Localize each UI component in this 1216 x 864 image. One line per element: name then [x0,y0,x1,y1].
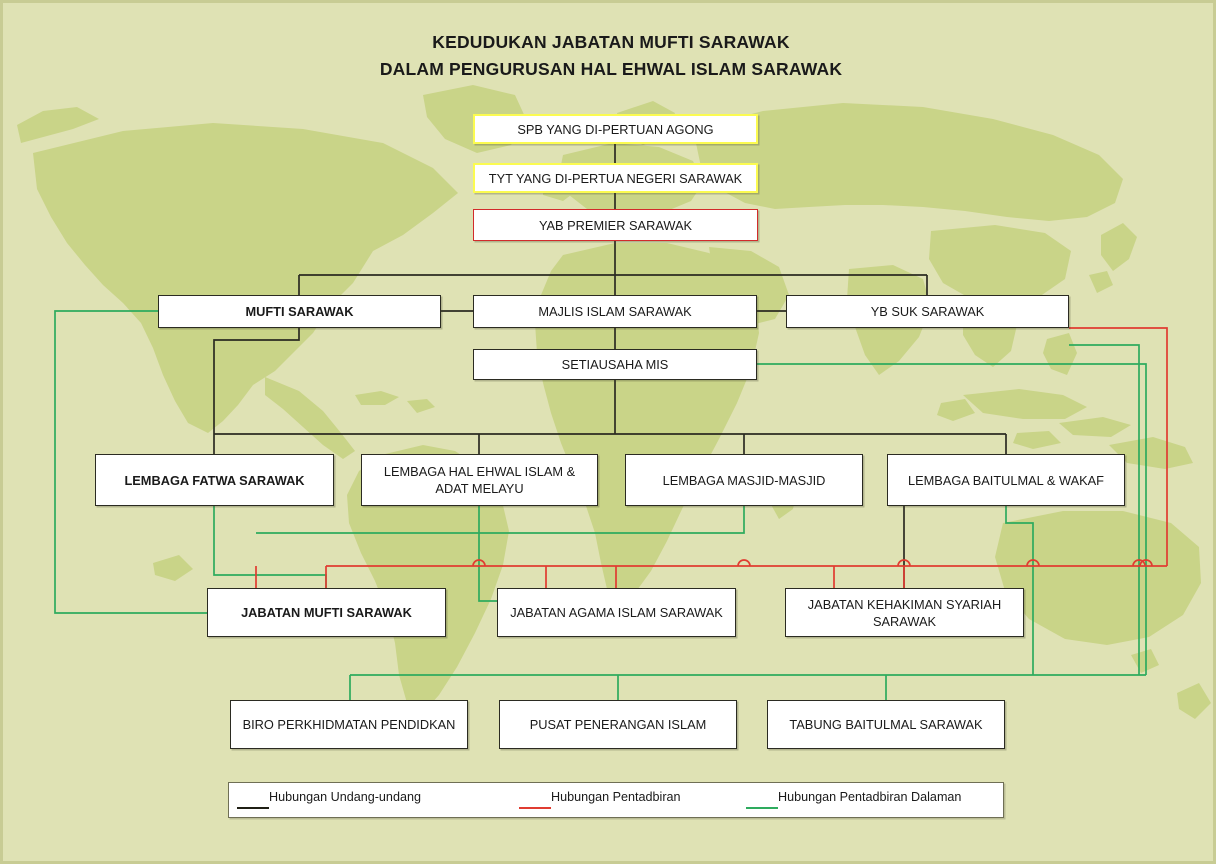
org-node-tyt[interactable] [473,163,758,193]
org-node-label: SETIAUSAHA MIS [561,357,669,372]
org-node-label: PUSAT PENERANGAN ISLAM [529,717,707,732]
org-node-label: LEMBAGA FATWA SARAWAK [124,472,305,488]
org-node-tabung[interactable] [767,700,1005,749]
chart-title-line-1: KEDUDUKAN JABATAN MUFTI SARAWAK [432,32,790,52]
org-node-label: LEMBAGA BAITULMAL & WAKAF [907,472,1105,488]
org-node-label: MAJLIS ISLAM SARAWAK [538,304,692,319]
legend-label-pentadbiran: Hubungan Pentadbiran [551,790,681,804]
legend-label-dalaman: Hubungan Pentadbiran Dalaman [778,790,962,804]
org-node-premier[interactable] [473,209,758,241]
org-node-label: YAB PREMIER SARAWAK [538,217,693,233]
org-node-label: YB SUK SARAWAK [870,304,985,319]
org-node-label: MUFTI SARAWAK [245,304,354,319]
org-node-label: BIRO PERKHIDMATAN PENDIDKAN [242,717,456,732]
org-node-label: JABATAN KEHAKIMAN SYARIAH SARAWAK [807,596,1002,629]
org-node-suk[interactable] [786,295,1069,328]
org-node-jks[interactable] [785,588,1024,637]
org-node-jms[interactable] [207,588,446,637]
org-node-lfs[interactable] [95,454,334,506]
org-node-lhei[interactable] [361,454,598,506]
org-node-label: JABATAN AGAMA ISLAM SARAWAK [510,605,723,620]
org-node-label: JABATAN MUFTI SARAWAK [241,605,412,620]
org-node-label: TABUNG BAITULMAL SARAWAK [789,717,983,732]
org-node-jais[interactable] [497,588,736,637]
chart-title [3,29,1216,83]
legend-swatch-pentadbiran [519,807,551,809]
chart-title-line-2: DALAM PENGURUSAN HAL EHWAL ISLAM SARAWAK [379,59,843,79]
org-node-setiausaha[interactable] [473,349,757,380]
org-node-majlis[interactable] [473,295,757,328]
org-node-lbw[interactable] [887,454,1125,506]
org-node-label: SPB YANG DI-PERTUAN AGONG [517,121,714,137]
org-node-label: TYT YANG DI-PERTUA NEGERI SARAWAK [488,170,743,186]
org-node-pusat[interactable] [499,700,737,749]
org-node-lmm[interactable] [625,454,863,506]
org-node-mufti[interactable] [158,295,441,328]
org-node-biro[interactable] [230,700,468,749]
org-node-label: LEMBAGA MASJID-MASJID [662,472,826,488]
legend-box [228,782,1004,818]
legend-label-undang: Hubungan Undang-undang [269,790,421,804]
org-node-label: LEMBAGA HAL EHWAL ISLAM & ADAT MELAYU [383,464,576,496]
org-node-agong[interactable] [473,114,758,144]
legend-swatch-dalaman [746,807,778,809]
legend-swatch-undang [237,807,269,809]
